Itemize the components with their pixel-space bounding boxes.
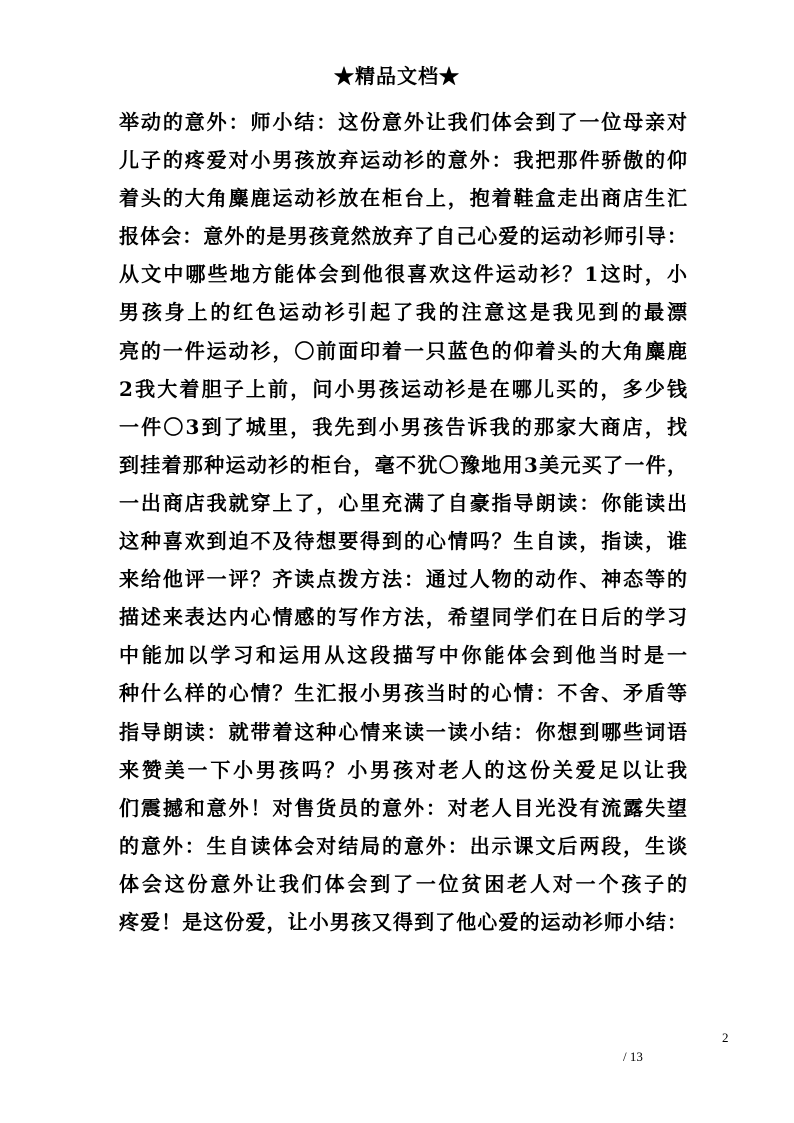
body-line: 这种喜欢到迫不及待想要得到的心情吗？生自读，指读，谁 xyxy=(119,529,687,554)
body-line: 男孩身上的红色运动衫引起了我的注意这是我见到的最漂 xyxy=(119,300,687,325)
body-line: 2我大着胆子上前，问小男孩运动衫是在哪儿买的，多少钱 xyxy=(119,376,687,401)
body-line: 描述来表达内心情感的写作方法，希望同学们在日后的学习 xyxy=(119,605,687,630)
body-line: 指导朗读：就带着这种心情来读一读小结：你想到哪些词语 xyxy=(119,719,687,744)
document-header-title: ★精品文档★ xyxy=(334,64,460,88)
body-line: 一件〇3到了城里，我先到小男孩告诉我的那家大商店，找 xyxy=(119,414,687,439)
body-line: 体会这份意外让我们体会到了一位贫困老人对一个孩子的 xyxy=(119,871,687,896)
body-line: 来赞美一下小男孩吗？小男孩对老人的这份关爱足以让我 xyxy=(119,757,687,782)
document-body xyxy=(119,103,687,941)
body-line: 中能加以学习和运用从这段描写中你能体会到他当时是一 xyxy=(119,643,687,668)
body-line: 举动的意外：师小结：这份意外让我们体会到了一位母亲对 xyxy=(119,110,687,134)
body-line: 着头的大角麋鹿运动衫放在柜台上，抱着鞋盒走出商店生汇 xyxy=(119,186,687,211)
body-line: 来给他评一评？齐读点拨方法：通过人物的动作、神态等的 xyxy=(119,567,687,592)
body-line: 到挂着那种运动衫的柜台，毫不犹〇豫地用3美元买了一件， xyxy=(119,452,687,477)
body-line: 从文中哪些地方能体会到他很喜欢这件运动衫？1这时，小 xyxy=(119,262,687,287)
body-line: 报体会：意外的是男孩竟然放弃了自己心爱的运动衫师引导： xyxy=(119,224,687,249)
body-line: 的意外：生自读体会对结局的意外：出示课文后两段，生谈 xyxy=(119,833,687,858)
body-line: 种什么样的心情？生汇报小男孩当时的心情：不舍、矛盾等 xyxy=(119,681,687,706)
page-total: / 13 xyxy=(623,1049,643,1064)
body-line: 一出商店我就穿上了，心里充满了自豪指导朗读：你能读出 xyxy=(119,490,687,515)
body-line: 疼爱！是这份爱，让小男孩又得到了他心爱的运动衫师小结： xyxy=(119,909,687,934)
body-line: 儿子的疼爱对小男孩放弃运动衫的意外：我把那件骄傲的仰 xyxy=(119,148,687,173)
page-number: 2 xyxy=(722,1030,729,1045)
body-line: 亮的一件运动衫，〇前面印着一只蓝色的仰着头的大角麋鹿 xyxy=(119,338,687,363)
body-line: 们震撼和意外！对售货员的意外：对老人目光没有流露失望 xyxy=(119,795,687,820)
